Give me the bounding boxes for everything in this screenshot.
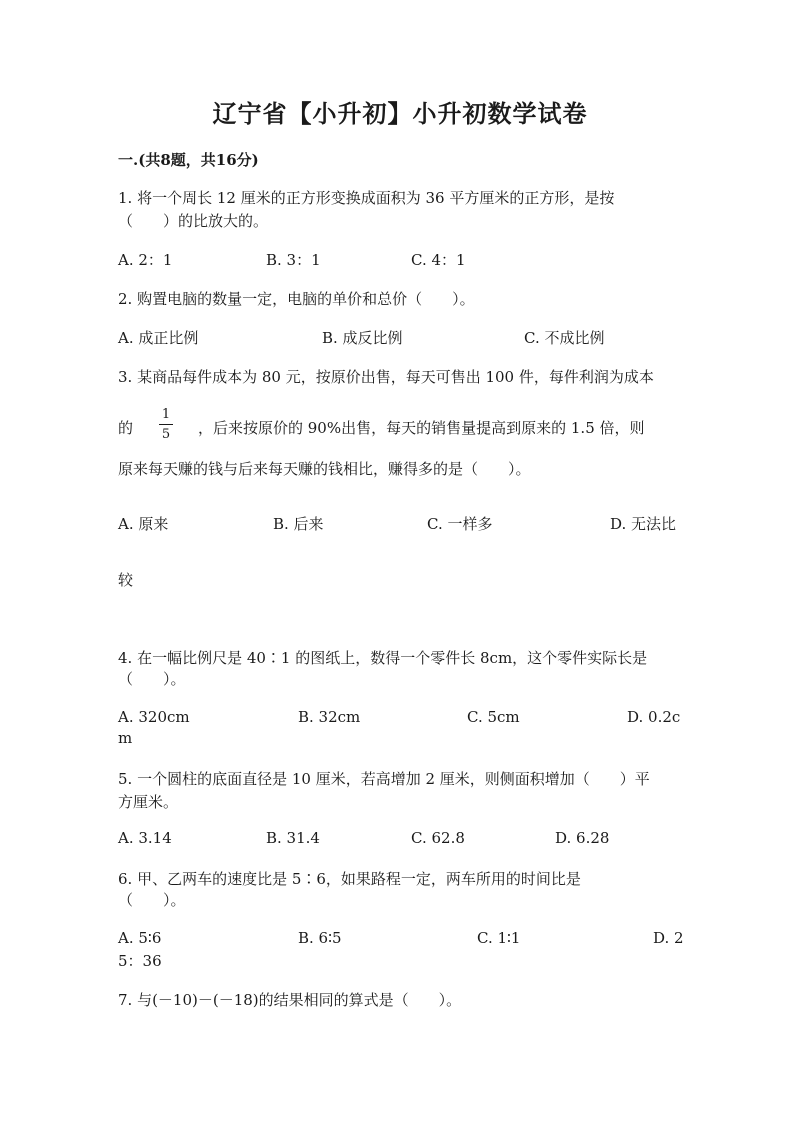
- question-1-option-a[interactable]: A. 2：1: [118, 251, 173, 269]
- question-6-text-cont: （ ）。: [118, 891, 186, 909]
- fraction-bar: [159, 424, 173, 425]
- question-2-option-c[interactable]: C. 不成比例: [524, 329, 605, 347]
- question-3-option-a[interactable]: A. 原来: [118, 515, 169, 533]
- question-4-option-c[interactable]: C. 5cm: [467, 708, 520, 726]
- question-5-option-c[interactable]: C. 62.8: [411, 829, 465, 847]
- question-3-option-b[interactable]: B. 后来: [273, 515, 324, 533]
- question-6-text: 6. 甲、乙两车的速度比是 5∶6，如果路程一定，两车所用的时间比是: [118, 870, 581, 888]
- question-4-option-d[interactable]: D. 0.2c: [627, 708, 681, 726]
- question-2-option-b[interactable]: B. 成反比例: [322, 329, 403, 347]
- question-1-option-c[interactable]: C. 4：1: [411, 251, 466, 269]
- question-3-text: 3. 某商品每件成本为 80 元，按原价出售，每天可售出 100 件，每件利润为成本: [118, 368, 654, 386]
- page-title: 辽宁省【小升初】小升初数学试卷: [212, 99, 588, 128]
- question-4-option-a[interactable]: A. 320cm: [118, 708, 190, 726]
- question-4-option-b[interactable]: B. 32cm: [298, 708, 361, 726]
- question-5-text: 5. 一个圆柱的底面直径是 10 厘米，若高增加 2 厘米，则侧面积增加（ ）平: [118, 770, 650, 788]
- question-3-text-line3: 原来每天赚的钱与后来每天赚的钱相比，赚得多的是（ ）。: [118, 460, 531, 478]
- question-7-text: 7. 与(－10)－(－18)的结果相同的算式是（ ）。: [118, 991, 462, 1009]
- question-3-option-c[interactable]: C. 一样多: [427, 515, 493, 533]
- question-6-option-d-wrap: 5：36: [118, 952, 162, 970]
- question-1-option-b[interactable]: B. 3：1: [266, 251, 321, 269]
- question-2-option-a[interactable]: A. 成正比例: [118, 329, 199, 347]
- question-4-option-d-wrap: m: [118, 729, 133, 747]
- question-4-text: 4. 在一幅比例尺是 40∶1 的图纸上，数得一个零件长 8cm，这个零件实际长是: [118, 649, 648, 667]
- question-1-text-cont: （ ）的比放大的。: [118, 212, 269, 230]
- question-3-option-d-wrap: 较: [118, 571, 134, 589]
- question-3-option-d[interactable]: D. 无法比: [610, 515, 677, 533]
- fraction-numerator: 1: [161, 407, 171, 422]
- question-2-text: 2. 购置电脑的数量一定，电脑的单价和总价（ ）。: [118, 290, 475, 308]
- question-5-option-b[interactable]: B. 31.4: [266, 829, 320, 847]
- question-4-text-cont: （ ）。: [118, 670, 186, 688]
- fraction-denominator: 5: [161, 427, 171, 442]
- question-3-text-cont: ，后来按原价的 90%出售，每天的销售量提高到原来的 1.5 倍，则: [198, 419, 645, 437]
- question-5-option-d[interactable]: D. 6.28: [555, 829, 610, 847]
- question-3-text-prefix: 的: [118, 419, 134, 437]
- question-6-option-b[interactable]: B. 6∶5: [298, 929, 342, 947]
- section-heading: 一.(共8题，共16分): [118, 151, 259, 169]
- question-1-text: 1. 将一个周长 12 厘米的正方形变换成面积为 36 平方厘米的正方形，是按: [118, 189, 615, 207]
- question-6-option-c[interactable]: C. 1∶1: [477, 929, 521, 947]
- question-6-option-a[interactable]: A. 5∶6: [118, 929, 162, 947]
- question-5-option-a[interactable]: A. 3.14: [118, 829, 172, 847]
- fraction-one-fifth: [159, 408, 173, 441]
- question-5-text-cont: 方厘米。: [118, 793, 179, 811]
- question-6-option-d[interactable]: D. 2: [653, 929, 684, 947]
